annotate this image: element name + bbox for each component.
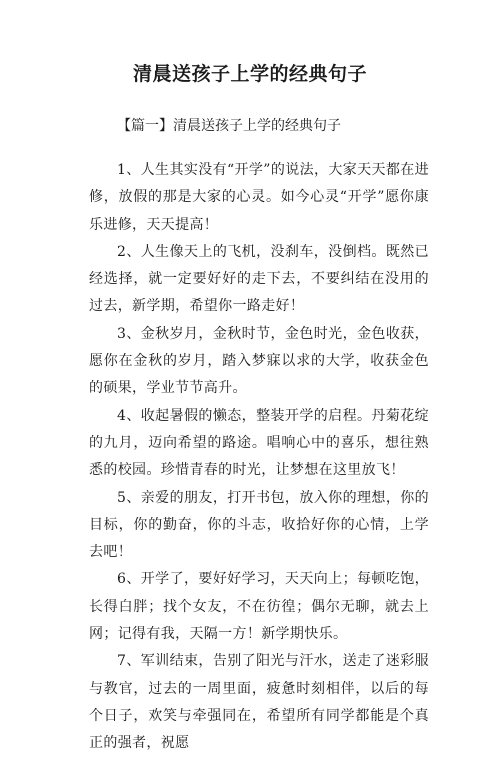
paragraph-3: 3、金秋岁月，金秋时节，金色时光，金色收获，愿你在金秋的岁月，踏入梦寐以求的大学，收获金色的硕果，学业节节高升。 (89, 325, 429, 397)
section-heading: 【篇一】清晨送孩子上学的经典句子 (117, 118, 341, 134)
paragraph-5: 5、亲爱的朋友，打开书包，放入你的理想，你的目标，你的勤奋，你的斗志，收拾好你的心情，上学去吧！ (89, 489, 429, 561)
paragraph-6: 6、开学了，要好好学习，天天向上；每顿吃饱，长得白胖；找个女友，不在彷徨；偶尔无聊，就去上网；记得有我，天隔一方！新学期快乐。 (89, 571, 429, 643)
document-body (89, 157, 429, 758)
paragraph-1: 1、人生其实没有“开学”的说法，大家天天都在进修，放假的那是大家的心灵。如今心灵“开学”愿你康乐进修，天天提高！ (89, 162, 429, 233)
paragraph-7: 7、军训结束，告别了阳光与汗水，送走了迷彩服与教官，过去的一周里面，疲惫时刻相伴，以后的每个日子，欢笑与牵强同在，希望所有同学都能是个真正的强者，祝愿 (89, 653, 429, 752)
paragraph-2: 2、人生像天上的飞机，没刹车，没倒档。既然已经选择，就一定要好好的走下去，不要纠结在没用的过去，新学期，希望你一路走好！ (89, 243, 429, 315)
document-title: 清晨送孩子上学的经典句子 (132, 63, 367, 85)
paragraph-4: 4、收起暑假的懒态，整装开学的启程。丹菊花绽的九月，迈向希望的路途。唱响心中的喜乐，想往熟悉的校园。珍惜青春的时光，让梦想在这里放飞！ (89, 407, 429, 479)
